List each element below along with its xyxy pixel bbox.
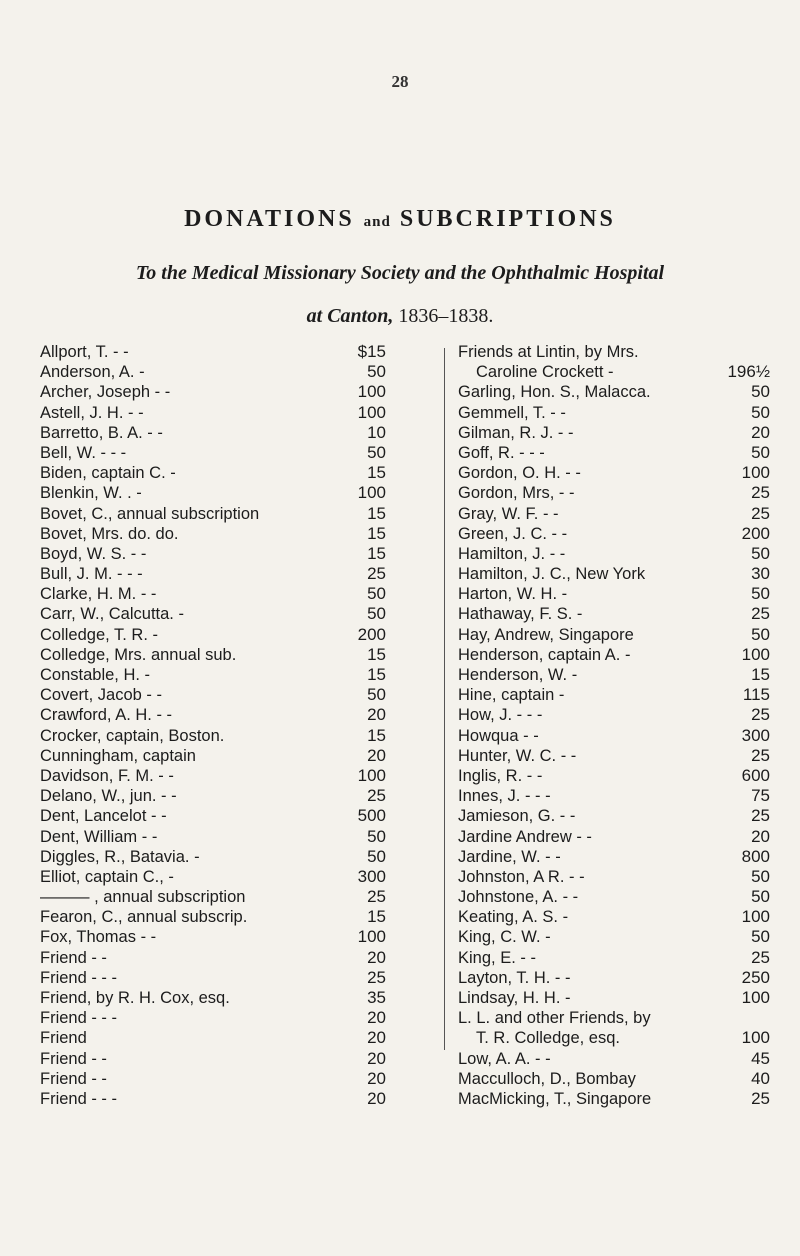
donation-amount: 50 — [751, 584, 770, 604]
donation-amount: 25 — [751, 705, 770, 725]
donation-amount: 200 — [741, 523, 770, 543]
donor-row — [458, 827, 776, 847]
donation-amount: 15 — [367, 725, 386, 745]
donation-amount: 15 — [367, 644, 386, 664]
subtitle: To the Medical Missionary Society and the Ophthalmic Hospital — [135, 262, 665, 284]
donor-name: Friend - - - — [40, 1009, 118, 1028]
donor-row — [40, 362, 426, 382]
donor-row — [458, 847, 776, 867]
donor-row — [458, 604, 776, 624]
donor-row — [458, 887, 776, 907]
donor-name: Gemmell, T. - - — [458, 403, 566, 422]
donor-name: L. L. and other Friends, by — [458, 1009, 651, 1028]
donor-name: Goff, R. - - - — [458, 443, 545, 462]
donor-name: ——— , annual subscription — [40, 888, 246, 907]
donor-row — [40, 504, 426, 524]
donation-amount: 20 — [751, 826, 770, 846]
donation-amount: 20 — [367, 1048, 386, 1068]
donor-row — [458, 766, 776, 786]
donor-row — [458, 907, 776, 927]
donor-row — [40, 948, 426, 968]
donation-amount: 15 — [367, 907, 386, 927]
page-number: 28 — [391, 72, 409, 91]
heading-and: and — [363, 214, 391, 230]
donation-amount: 250 — [741, 967, 770, 987]
donation-amount: 50 — [367, 826, 386, 846]
donation-amount: 15 — [367, 503, 386, 523]
donor-row — [40, 625, 426, 645]
donor-name: Henderson, captain A. - — [458, 645, 631, 664]
donor-row — [458, 1089, 776, 1109]
donation-amount: 600 — [741, 765, 770, 785]
donation-amount: 100 — [357, 765, 386, 785]
donation-amount: 100 — [741, 988, 770, 1007]
donor-name: Gilman, R. J. - - — [458, 423, 574, 442]
donation-amount: 75 — [751, 786, 770, 806]
donor-name: Bovet, C., annual subscription — [40, 504, 260, 523]
donor-name: Boyd, W. S. - - — [40, 544, 147, 563]
donation-amount: 20 — [367, 1008, 386, 1028]
donation-amount: 25 — [751, 503, 770, 523]
donor-row — [40, 483, 426, 503]
donor-row — [458, 746, 776, 766]
donation-amount: 50 — [751, 402, 770, 422]
donor-row — [40, 584, 426, 604]
donation-amount: 50 — [751, 887, 770, 907]
donation-amount: 25 — [751, 745, 770, 765]
donation-amount: 300 — [741, 725, 770, 745]
donor-name: Colledge, Mrs. annual sub. — [40, 645, 237, 664]
donor-name: Low, A. A. - - — [458, 1049, 551, 1068]
donor-name: King, E. - - — [458, 948, 536, 967]
donor-name: Jardine Andrew - - — [458, 827, 592, 846]
page-heading — [0, 206, 800, 233]
donor-name: Bull, J. M. - - - — [40, 565, 143, 584]
donation-amount: 25 — [751, 604, 770, 624]
donor-row — [40, 847, 426, 867]
donation-amount: 20 — [367, 705, 386, 725]
donor-row — [458, 1008, 776, 1028]
donor-row — [458, 968, 776, 988]
donor-name: MacMicking, T., Singapore — [458, 1089, 652, 1108]
donation-amount: 100 — [357, 382, 386, 402]
donation-amount: 20 — [367, 1068, 386, 1088]
donor-row — [40, 907, 426, 927]
donor-row — [458, 988, 776, 1008]
donor-name: Friend - - — [40, 948, 107, 967]
donation-amount: $15 — [357, 342, 386, 361]
donor-row — [458, 443, 776, 463]
donor-name: Green, J. C. - - — [458, 524, 568, 543]
donation-amount: 115 — [742, 685, 770, 705]
donation-amount: 15 — [367, 523, 386, 543]
donor-name: Henderson, W. - — [458, 666, 578, 684]
donor-name: Barretto, B. A. - - — [40, 423, 163, 442]
donor-row — [40, 564, 426, 584]
donation-amount: 35 — [367, 988, 386, 1007]
donor-name: Gray, W. F. - - — [458, 504, 559, 523]
donation-amount: 50 — [367, 846, 386, 866]
donation-amount: 20 — [367, 745, 386, 765]
donor-name: How, J. - - - — [458, 706, 543, 725]
donor-row — [458, 584, 776, 604]
donation-amount: 40 — [751, 1068, 770, 1088]
donor-row — [458, 362, 776, 382]
donor-name: Keating, A. S. - — [458, 908, 569, 927]
donor-name: Carr, W., Calcutta. - — [40, 605, 184, 624]
donation-amount: 50 — [751, 382, 770, 402]
donor-name: Davidson, F. M. - - — [40, 766, 174, 785]
donor-name: Cunningham, captain — [40, 746, 196, 765]
donation-amount: 100 — [357, 402, 386, 422]
donation-amount: 200 — [357, 624, 386, 644]
donor-name: Hine, captain - — [458, 686, 565, 705]
donation-amount: 15 — [751, 665, 770, 684]
donation-amount: 800 — [741, 846, 770, 866]
donor-name: Johnston, A R. - - — [458, 867, 585, 886]
donor-name: Innes, J. - - - — [458, 787, 551, 806]
donor-name: Jamieson, G. - - — [458, 807, 576, 826]
donor-row — [40, 1028, 426, 1048]
donor-row — [458, 1049, 776, 1069]
donation-amount: 50 — [367, 604, 386, 624]
donation-amount — [724, 342, 776, 362]
donor-row — [40, 403, 426, 423]
donation-amount: 100 — [741, 907, 770, 927]
donor-name: T. R. Colledge, esq. — [476, 1029, 620, 1048]
donor-row — [40, 423, 426, 443]
donor-row — [40, 1069, 426, 1089]
donation-amount: 50 — [751, 624, 770, 644]
donation-amount — [724, 1008, 776, 1028]
donor-row — [458, 423, 776, 443]
donor-row — [458, 564, 776, 584]
donor-row — [458, 342, 776, 362]
donation-amount: 25 — [367, 564, 386, 584]
donor-name: Friend — [40, 1029, 87, 1048]
donor-row — [458, 403, 776, 423]
donation-amount: 500 — [357, 806, 386, 826]
donor-name: Macculloch, D., Bombay — [458, 1069, 636, 1088]
donor-name: Blenkin, W. . - — [40, 484, 142, 503]
donor-row — [40, 988, 426, 1008]
donation-amount: 25 — [751, 1088, 770, 1108]
subtitle-location-years — [0, 305, 800, 328]
donor-row — [458, 483, 776, 503]
donor-name: Jardine, W. - - — [458, 847, 561, 866]
donation-amount: 100 — [357, 483, 386, 503]
donor-name: Clarke, H. M. - - — [40, 585, 157, 604]
donation-amount: 20 — [367, 947, 386, 967]
donor-row — [40, 887, 426, 907]
column-divider — [444, 348, 445, 1050]
donor-row — [458, 948, 776, 968]
donation-amount: 45 — [751, 1048, 770, 1068]
donor-row — [40, 1008, 426, 1028]
donor-name: Astell, J. H. - - — [40, 403, 144, 422]
donation-amount: 25 — [751, 806, 770, 826]
donor-row — [40, 968, 426, 988]
donor-name: Hay, Andrew, Singapore — [458, 625, 634, 644]
donation-amount: 50 — [751, 543, 770, 563]
donor-row — [40, 443, 426, 463]
donation-amount: 196½ — [727, 362, 770, 382]
donor-row — [458, 927, 776, 947]
donor-name: Dent, William - - — [40, 827, 158, 846]
donor-row — [458, 867, 776, 887]
donor-row — [458, 504, 776, 524]
subtitle-location: at Canton, — [306, 305, 394, 327]
right-column — [458, 342, 776, 1109]
donation-amount: 15 — [367, 543, 386, 563]
donor-row — [458, 625, 776, 645]
donor-row — [40, 705, 426, 725]
donor-name: Archer, Joseph - - — [40, 383, 171, 402]
donor-row — [40, 726, 426, 746]
donor-row — [458, 705, 776, 725]
donor-name: Covert, Jacob - - — [40, 686, 162, 705]
donor-row — [40, 544, 426, 564]
donor-name: Gordon, Mrs, - - — [458, 484, 575, 503]
donor-name: Hunter, W. C. - - — [458, 746, 577, 765]
donor-row — [40, 827, 426, 847]
donor-name: Lindsay, H. H. - — [458, 989, 571, 1007]
donation-amount: 20 — [367, 1088, 386, 1108]
donor-row — [458, 544, 776, 564]
donation-amount: 50 — [367, 685, 386, 705]
donor-row — [458, 685, 776, 705]
donor-row — [40, 524, 426, 544]
donor-name: Johnstone, A. - - — [458, 888, 579, 907]
subtitle-years: 1836–1838. — [398, 305, 494, 327]
donor-name: King, C. W. - — [458, 928, 551, 947]
donor-name: Allport, T. - - — [40, 343, 129, 361]
donation-amount: 100 — [357, 927, 386, 947]
donor-row — [458, 786, 776, 806]
donor-name: Diggles, R., Batavia. - — [40, 847, 200, 866]
donor-row — [40, 867, 426, 887]
donor-name: Hamilton, J. C., New York — [458, 565, 646, 584]
donor-row — [40, 645, 426, 665]
donor-row — [40, 1049, 426, 1069]
donor-row — [40, 927, 426, 947]
donation-amount: 100 — [741, 1028, 770, 1048]
donor-name: Colledge, T. R. - — [40, 625, 158, 644]
donor-name: Bell, W. - - - — [40, 443, 127, 462]
donation-amount: 50 — [367, 362, 386, 382]
donor-row — [40, 1089, 426, 1109]
donor-name: Crocker, captain, Boston. — [40, 726, 225, 745]
donor-name: Gordon, O. H. - - — [458, 464, 581, 483]
donor-row — [458, 1028, 776, 1048]
donation-amount: 25 — [367, 967, 386, 987]
donor-name: Friend - - — [40, 1049, 107, 1068]
donor-name: Harton, W. H. - — [458, 585, 568, 604]
donation-amount: 20 — [367, 1028, 386, 1048]
donation-amount: 30 — [751, 564, 770, 584]
donor-name: Dent, Lancelot - - — [40, 807, 167, 826]
donor-row — [458, 463, 776, 483]
donor-name: Friend - - - — [40, 968, 118, 987]
donation-amount: 25 — [367, 887, 386, 907]
donor-row — [458, 645, 776, 665]
donor-row — [458, 665, 776, 685]
donor-name: Fox, Thomas - - — [40, 928, 157, 947]
donor-row — [40, 604, 426, 624]
donation-amount: 100 — [741, 644, 770, 664]
donor-row — [458, 382, 776, 402]
donation-amount: 10 — [367, 422, 386, 442]
donation-amount: 25 — [367, 786, 386, 806]
donor-row — [40, 786, 426, 806]
donation-amount: 300 — [357, 866, 386, 886]
donation-amount: 15 — [367, 665, 386, 684]
donor-name: Biden, captain C. - — [40, 464, 176, 483]
donor-row — [40, 746, 426, 766]
donor-name: Friend - - - — [40, 1089, 118, 1108]
donor-name: Friend, by R. H. Cox, esq. — [40, 989, 230, 1007]
donation-amount: 50 — [751, 866, 770, 886]
left-column — [40, 342, 426, 1109]
donor-row — [40, 806, 426, 826]
donor-row — [40, 665, 426, 685]
donor-row — [40, 685, 426, 705]
donor-name: Crawford, A. H. - - — [40, 706, 173, 725]
donor-name: Garling, Hon. S., Malacca. — [458, 383, 651, 402]
donation-amount: 15 — [367, 463, 386, 483]
donor-row — [458, 1069, 776, 1089]
donation-amount: 25 — [751, 483, 770, 503]
donation-amount: 25 — [751, 947, 770, 967]
donor-name: Constable, H. - — [40, 666, 151, 684]
donation-amount: 50 — [367, 442, 386, 462]
donor-name: Inglis, R. - - — [458, 766, 543, 785]
donor-name: Anderson, A. - — [40, 363, 145, 382]
donor-name: Bovet, Mrs. do. do. — [40, 524, 179, 543]
donor-row — [458, 524, 776, 544]
donation-amount: 50 — [367, 584, 386, 604]
donor-name: Elliot, captain C., - — [40, 867, 174, 886]
donor-row — [40, 766, 426, 786]
donation-amount: 50 — [751, 927, 770, 947]
donation-amount: 20 — [751, 422, 770, 442]
donor-name: Friend - - — [40, 1069, 107, 1088]
donor-row — [40, 342, 426, 362]
donor-row — [40, 382, 426, 402]
donor-row — [40, 463, 426, 483]
donor-name: Friends at Lintin, by Mrs. — [458, 343, 639, 361]
donor-name: Fearon, C., annual subscrip. — [40, 908, 248, 927]
donor-name: Layton, T. H. - - — [458, 968, 571, 987]
donor-name: Delano, W., jun. - - — [40, 787, 177, 806]
heading-part-2: SUBCRIPTIONS — [399, 206, 616, 232]
donation-amount: 50 — [751, 442, 770, 462]
donor-row — [458, 806, 776, 826]
donor-name: Hathaway, F. S. - — [458, 605, 583, 624]
donor-name: Caroline Crockett - — [476, 363, 614, 382]
donor-row — [458, 726, 776, 746]
heading-part-1: DONATIONS — [184, 206, 355, 232]
donor-name: Howqua - - — [458, 726, 539, 745]
donation-amount: 100 — [741, 463, 770, 483]
donor-name: Hamilton, J. - - — [458, 544, 566, 563]
